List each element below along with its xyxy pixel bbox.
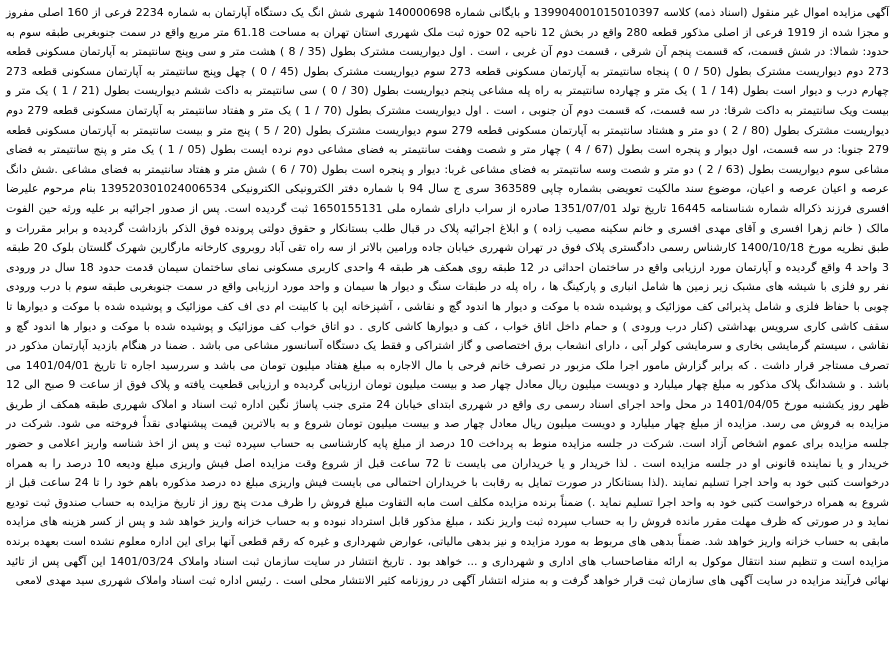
auction-notice-text: آگهی مزایده اموال غیر منقول (اسناد ذمه) کلاسه 139904001015010397 و بایگانی شماره 140000698 شهری شش انگ یک دستگاه آپارتمان به شماره 2234 فرعی از 160 اصلی مفروز و مجزا شده از 1919 فرعی از اصلی مذکور قطعه 280 واقع در بخش 12 ناحیه 02 حوزه ثبت ملک شهرری استان تهران به مساحت 61.18 متر مربع واقع در سمت جنوبغربی طبقه سوم به حدود: شمالا: در شش قسمت، که قسمت پنجم آن شرقی ، قسمت دوم آن غربی ، است . اول دیواریست مشترک بطول (35 / 8 ) هشت متر و سی وپنج سانتیمتر به آپارتمان مسکونی قطعه 273 دوم دیواریست مشترک بطول (50 / 0 ) پنجاه سانتیمتر به آپارتمان مسکونی قطعه 273 سوم دیواریست مشترک بطول (45 / 0 ) چهل وپنج سانتیمتر به آپارتمان مسکونی قطعه 273 چهارم درب و دیوار است بطول (14 / 1 ) یک متر و چهارده سانتیمتر به راه پله مشاعی پنجم دیواریست بطول (30 / 0 ) سی سانتیمتر به داکت ششم دیواریست بطول (21 / 1 ) یک متر و بیست ویک سانتیمتر به داکت شرقا: در سه قسمت، که قسمت دوم آن جنوبی ، است . اول دیواریست مشترک بطول (70 / 1 ) یک متر و هفتاد سانتیمتر به آپارتمان مسکونی قطعه 279 دوم دیواریست مشترک بطول (80 / 2 ) دو متر و هشتاد سانتیمتر به آپارتمان مسکونی قطعه 279 سوم دیواریست مشترک بطول (20 / 5 ) پنج متر و بیست سانتیمتر به آپارتمان مسکونی قطعه 279 جنوبا: در سه قسمت، اول دیوار و پنجره است بطول (67 / 4 ) چهار متر و شصت وهفت سانتیمتر به فضای مشاعی دوم نرده ایست بطول (05 / 1 ) یک متر و پنج سانتیمتر به فضای مشاعی سوم دیواریست بطول (63 / 2 ) دو متر و شصت وسه سانتیمتر به فضای مشاعی غربا: دیوار و پنجره است بطول (70 / 6 ) شش متر و هفتاد سانتیمتر به فضای مشاعی .شش دانگ عرصه و اعیان عرصه و اعیان، موضوع سند مالکیت تعویضی بشماره چاپی 363589 سری ج سال 94 با شماره دفتر الکترونیکی الکترونیکی 139520301024006534 بنام مرحوم علیرضا افسری فرزند ذکراله شماره شناسنامه 16445 تاریخ تولد 1351/07/01 صادره از سراب دارای شماره ملی 1650155131 ثبت گردیده است. پس از صدور اجرائیه بر علیه ورثه حین الفوت مالک ( خانم زهرا افسری و آقای مهدی افسری و خانم سکینه مصیب زاده ) و ابلاغ اجرائیه پلاک در قبال طلب بستانکار و حقوق دولتی پرونده فوق الذکر بازداشت گردیده و برابر مقررات و طبق نظریه مورخ 1400/10/18 کارشناس رسمی دادگستری پلاک فوق در تهران شهرری خیابان جاده ورامین بالاتر از سه راه تقی آباد روبروی کارخانه مارگارین شهرک گلستان بلوک 20 طبقه 3 واحد 4 واقع گردیده و آپارتمان مورد ارزیابی واقع در ساختمان احداثی در 12 طبقه روی همکف هر طبقه 4 واحدی کاربری مسکونی نمای ساختمان سیمان قدمت حدود 18 سال در ورودی نفر رو فلزی با شیشه های مشبک زیر زمین ها شامل انباری و پارکینگ ها ، راه پله در طبقات سنگ و دیوار ها سیمان و واحد مورد ارزیابی واقع در سمت جنوبغربی طبقه سوم با درب ورودی چوبی با حفاظ فلزی و شامل پذیرائی کف موزائیک و پوشیده شده با موکت و دیوار ها اندود گچ و نقاشی ، آشپزخانه اپن با کابینت ام دی اف کف موزائیک و پوشیده شده با موکت و دیوارها تا سقف کاشی کاری سرویس بهداشتی (کنار درب ورودی ) و حمام داخل اتاق خواب ، کف و دیوارها کاشی کاری . دو اتاق خواب کف موزائیک و پوشیده شده با موکت و دیوار ها اندود گچ و نقاشی ، سیستم گرمایشی بخاری و سرمایشی کولر آبی ، دارای انشعاب برق اختصاصی و گاز اشتراکی و فقط یک دستگاه آسانسور مشاعی می باشد . ضمنا در هنگام بازدید آپارتمان مذکور در تصرف مستاجر قرار داشت . که برابر گزارش مامور اجرا ملک مزبور در تصرف خانم فرحی با مال الاجاره به مبلغ هفتاد میلیون تومان می باشد و سررسید اجاره تا تاریخ 1401/04/01 می باشد . و ششدانگ پلاک مذکور به مبلغ چهار میلیارد و دویست میلیون ریال معادل چهار صد و بیست میلیون تومان ارزیابی گردیده و ارزیابی قطعیت یافته و پلاک فوق از ساعت 9 صبح الی 12 ظهر روز یکشنبه مورخ 1401/04/05 در محل واحد اجرای اسناد رسمی ری واقع در شهرری ابتدای خیابان 24 متری جنب پاساژ نگین اداره ثبت اسناد و املاک شهرری طبقه همکف از طریق مزایده به فروش می رسد. مزایده از مبلغ چهار میلیارد و دویست میلیون ریال معادل چهار صد و بیست میلیون تومان شروع و به بالاترین قیمت پیشنهادی نقداً فروخته می شود. شرکت در جلسه مزایده برای عموم اشخاص آزاد است. شرکت در جلسه مزایده منوط به پرداخت 10 درصد از مبلغ پایه کارشناسی به حساب سپرده ثبت و پس از اخذ شناسه واریز اعلامی و حضور خریدار و یا نماینده قانونی او در جلسه مزایده است . لذا خریدار و یا خریداران می بایست تا 72 ساعت قبل از شروع وقت مزایده اصل فیش واریزی مبلغ ودیعه 10 درصد را به همراه درخواست کتبی خود به واحد اجرا تسلیم نمایند .(لذا بستانکار در صورت تمایل به رقابت با خریداران احتمالی می بایست فیش واریزی مبلغ ده درصد مذکوره باهم خود را تا 24 ساعت قبل از شروع به همراه درخواست کتبی خود به واحد اجرا تسلیم نماید .) ضمناً برنده مزایده مکلف است مابه التفاوت مبلغ فروش را ظرف مدت پنج روز از تاریخ مزایده به حساب صندوق ثبت تودیع نماید و در صورتی که ظرف مهلت مقرر مانده فروش را به حساب سپرده ثبت واریز نکند ، مبلغ مذکور قابل استرداد نبوده و به حساب خزانه واریز خواهد شد و پس از کسر هزینه های مزایده مابقی به حساب خزانه واریز خواهد شد. ضمناً بدهی های مربوط به مورد مزایده و نیز بدهی مالیاتی، عوارض شهرداری و غیره که رقم قطعی آنها برای این اداره معلوم نشده است بعهده برنده مزایده است و تنظیم سند انتقال موکول به ارائه مفاصاحساب های اداری و شهرداری و ... خواهد بود . تاریخ انتشار در سایت سازمان ثبت اسناد واملاک 1401/03/24 این آگهی پس از تائید نهائی فرآیند مزایده در سایت آگهی های سازمان ثبت قرار خواهد گرفت و به منزله انتشار آگهی در روزنامه کثیر الانتشار محلی است . رئیس اداره ثبت اسناد واملاک شهرری سید مهدی لامعی	[6, 6, 890, 588]
